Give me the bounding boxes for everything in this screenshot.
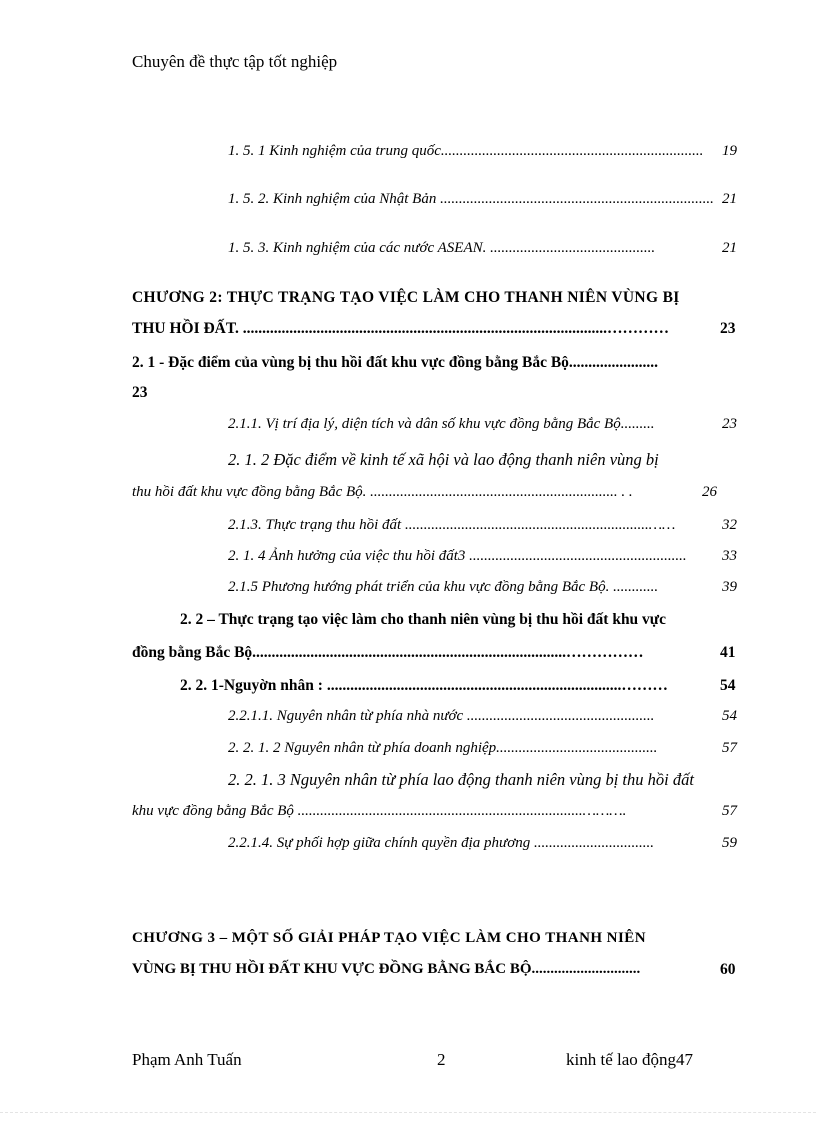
toc-page-number: 57 <box>722 803 737 819</box>
toc-page-number: 59 <box>722 835 737 851</box>
toc-chapter-2-title-cont[interactable]: THU HỒI ĐẤT. ..............................................................................................………… <box>132 320 670 337</box>
toc-entry-1-5-3[interactable]: 1. 5. 3. Kinh nghiệm của các nước ASEAN. ............................................ <box>228 240 656 256</box>
toc-entry-2-1-2-cont[interactable]: thu hồi đất khu vực đồng bằng Bắc Bộ. .................................................................. . . <box>132 484 633 500</box>
toc-page-number: 54 <box>720 677 736 694</box>
toc-chapter-3-title-cont[interactable]: VÙNG BỊ THU HỒI ĐẤT KHU VỰC ĐỒNG BẰNG BẮC BỘ............................. <box>132 961 641 977</box>
toc-page-number: 39 <box>722 579 737 595</box>
toc-page-number: 54 <box>722 708 737 724</box>
page-edge-divider <box>0 1112 816 1113</box>
toc-entry-2-1-4[interactable]: 2. 1. 4 Ảnh hưởng của việc thu hồi đất3 .......................................................... <box>228 548 687 564</box>
toc-entry-2-1[interactable]: 2. 1 - Đặc điểm của vùng bị thu hồi đất khu vực đồng bằng Bắc Bộ....................... <box>132 354 659 371</box>
footer-page-number: 2 <box>437 1050 446 1069</box>
toc-entry-1-5-2[interactable]: 1. 5. 2. Kinh nghiệm của Nhật Bản ......................................................................... <box>228 191 714 207</box>
footer-class-name: kinh tế lao động47 <box>566 1050 694 1069</box>
toc-page-number: 23 <box>720 320 736 337</box>
toc-page-number: 32 <box>722 517 737 533</box>
toc-entry-2-2-1-1[interactable]: 2.2.1.1. Nguyên nhân từ phía nhà nước .................................................. <box>228 708 655 724</box>
toc-page-number: 26 <box>702 484 717 500</box>
toc-entry-2-1-3[interactable]: 2.1.3. Thực trạng thu hồi đất .................................................................…… <box>228 517 676 533</box>
toc-entry-2-2-1-3-cont[interactable]: khu vực đồng bằng Bắc Bộ ............................................................................………. <box>132 803 627 819</box>
toc-page-number: 19 <box>722 143 737 159</box>
toc-page-number: 21 <box>722 191 737 207</box>
toc-page-number: 57 <box>722 740 737 756</box>
toc-entry-2-2-1-3[interactable]: 2. 2. 1. 3 Nguyên nhân từ phía lao động thanh niên vùng bị thu hồi đất <box>228 770 694 789</box>
toc-entry-2-1-1[interactable]: 2.1.1. Vị trí địa lý, diện tích và dân số khu vực đồng bằng Bắc Bộ......... <box>228 416 655 432</box>
toc-entry-2-2-1[interactable]: 2. 2. 1-Nguyờn nhân : ............................................................................……… <box>180 677 668 694</box>
toc-entry-2-2-1-2[interactable]: 2. 2. 1. 2 Nguyên nhân từ phía doanh nghiệp........................................... <box>228 740 658 756</box>
toc-page-number: 33 <box>722 548 737 564</box>
toc-entry-2-2-cont[interactable]: đồng bằng Bắc Bộ.................................................................................…………… <box>132 644 644 661</box>
toc-page-number: 41 <box>720 644 736 661</box>
toc-chapter-2-title[interactable]: CHƯƠNG 2: THỰC TRẠNG TẠO VIỆC LÀM CHO THANH NIÊN VÙNG BỊ <box>132 289 680 306</box>
running-header: Chuyên đề thực tập tốt nghiệp <box>132 52 338 71</box>
toc-page-number: 21 <box>722 240 737 256</box>
toc-entry-2-1-5[interactable]: 2.1.5 Phương hướng phát triển của khu vực đồng bằng Bắc Bộ. ............ <box>228 579 659 595</box>
toc-entry-1-5-1[interactable]: 1. 5. 1 Kinh nghiệm của trung quốc...................................................................... <box>228 143 704 159</box>
toc-entry-2-1-2[interactable]: 2. 1. 2 Đặc điểm về kinh tế xã hội và lao động thanh niên vùng bị <box>228 450 659 469</box>
toc-entry-2-2-1-4[interactable]: 2.2.1.4. Sự phối hợp giữa chính quyền địa phương ................................ <box>228 835 654 851</box>
toc-chapter-3-title[interactable]: CHƯƠNG 3 – MỘT SỐ GIẢI PHÁP TẠO VIỆC LÀM CHO THANH NIÊN <box>132 930 646 946</box>
toc-page-number: 60 <box>720 961 736 978</box>
toc-page-number: 23 <box>132 384 148 401</box>
footer-author: Phạm Anh Tuấn <box>132 1050 242 1069</box>
toc-page-number: 23 <box>722 416 737 432</box>
toc-entry-2-2[interactable]: 2. 2 – Thực trạng tạo việc làm cho thanh niên vùng bị thu hồi đất khu vực <box>180 611 666 628</box>
